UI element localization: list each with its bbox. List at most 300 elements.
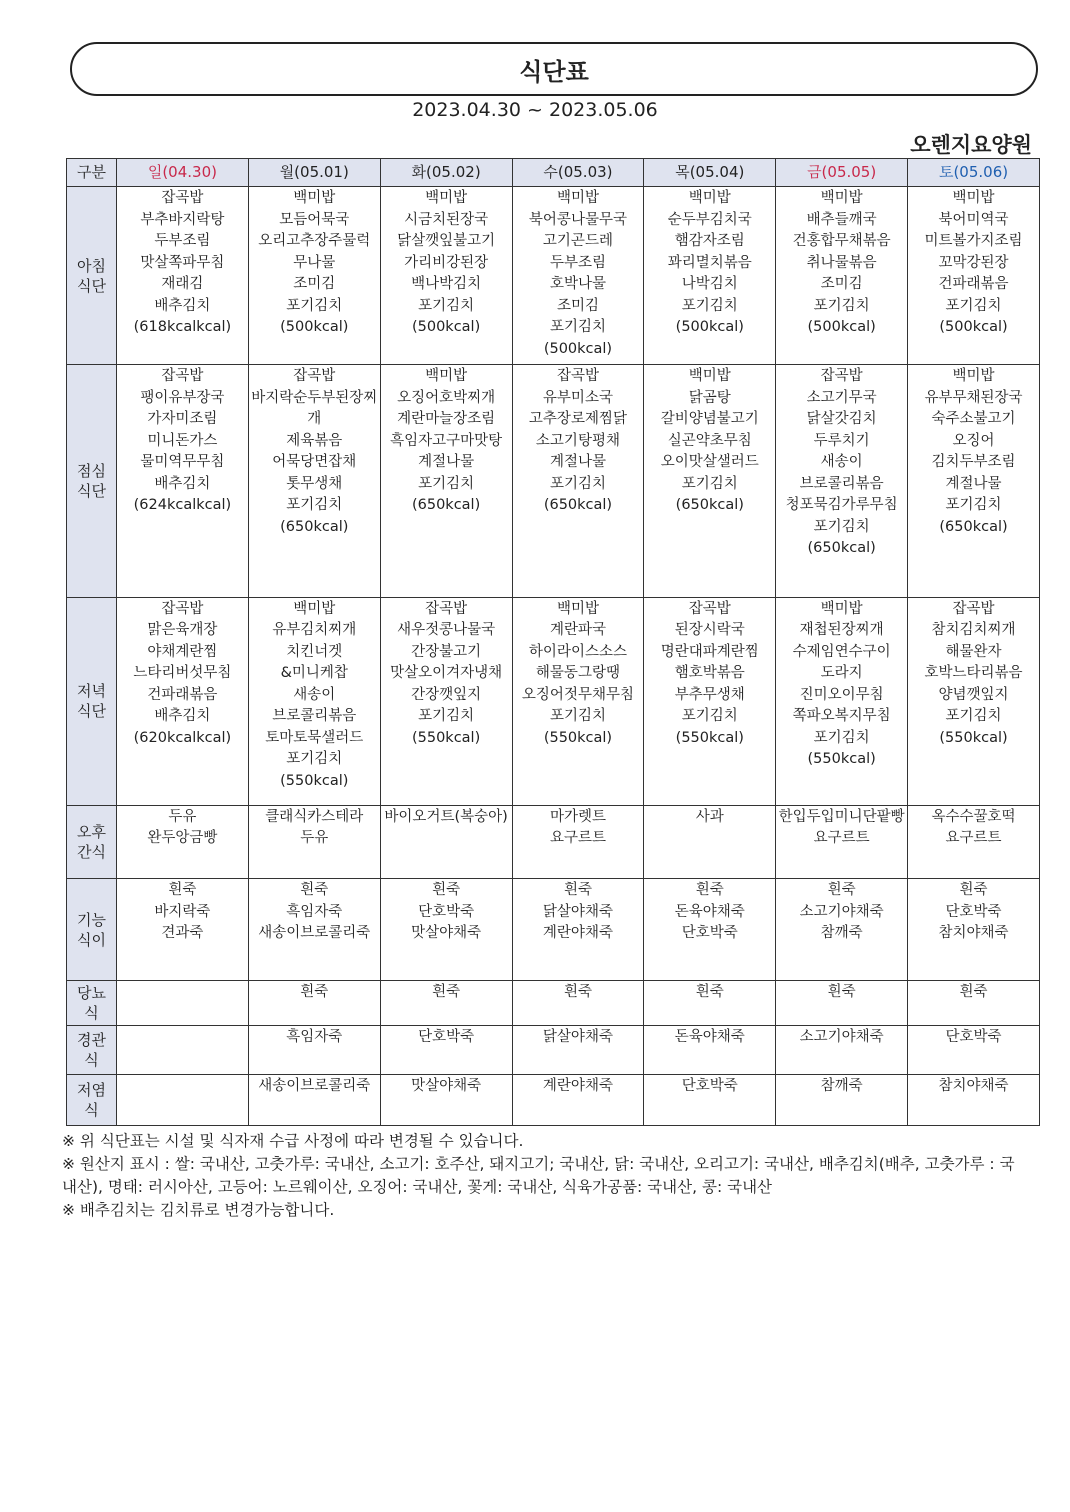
day-header: 월(05.01) [248, 159, 380, 187]
table-row-lunch [67, 365, 1040, 597]
menu-item: 조미김 [293, 276, 336, 292]
date-range: 2023.04.30 ~ 2023.05.06 [412, 99, 658, 121]
menu-item: 백미밥 [688, 368, 731, 385]
table-row-dinner [67, 597, 1040, 805]
menu-item: 취나물볶음 [806, 254, 877, 271]
menu-item: 간장불고기 [411, 643, 482, 660]
menu-item: 브로콜리볶음 [272, 708, 357, 725]
menu-item: (500kcal) [411, 319, 481, 335]
menu-item: 포기김치 [681, 475, 738, 492]
menu-item: 마가렛트 [549, 808, 606, 825]
menu-item: 김치두부조림 [931, 454, 1016, 471]
menu-item: 새우젓콩나물국 [397, 622, 496, 639]
row-label-diabetic-diet [67, 981, 117, 1026]
menu-item: 바이오거트(복숭아) [384, 808, 508, 825]
menu-item: (550kcal) [543, 729, 613, 746]
menu-item: (650kcal) [675, 497, 744, 514]
day-header: 금(05.05) [776, 159, 908, 187]
menu-item: 갈비양념불고기 [660, 411, 759, 428]
day-header: 일(04.30) [117, 159, 249, 187]
menu-cell [908, 981, 1040, 1026]
menu-cell [380, 981, 512, 1026]
menu-item: 부추무생채 [674, 686, 745, 703]
menu-cell [776, 187, 908, 365]
menu-item: 시금치된장국 [404, 211, 489, 228]
row-label-breakfast [67, 187, 117, 365]
menu-cell [512, 365, 644, 597]
menu-item: (650kcal) [543, 497, 613, 514]
menu-cell [644, 1075, 776, 1126]
corner-label: 구분 [67, 159, 117, 187]
menu-item: 잡곡밥 [688, 600, 731, 617]
menu-item: 흑임자고구마맛탕 [390, 432, 503, 449]
menu-item: 포기김치 [286, 751, 343, 768]
menu-item: 포기김치 [813, 518, 870, 535]
menu-item: 닭곰탕 [688, 389, 731, 406]
menu-item: 포기김치 [418, 297, 475, 314]
menu-item: 오이맛살샐러드 [660, 454, 759, 471]
row-label-line: 식단 [77, 702, 106, 721]
menu-item: 단호박죽 [945, 903, 1002, 920]
menu-item: 맑은육개장 [147, 622, 218, 639]
menu-item: 청포묵김가루무침 [785, 497, 898, 514]
menu-cell [908, 1026, 1040, 1075]
menu-item: 참치야채죽 [938, 1078, 1009, 1094]
menu-item: 새송이브로콜리죽 [258, 1078, 371, 1094]
menu-item: 숙주소불고기 [931, 411, 1016, 428]
row-label-dinner [67, 597, 117, 805]
menu-item: 물미역무무침 [140, 454, 225, 471]
menu-cell [248, 805, 380, 878]
menu-item: 나박김치 [681, 276, 738, 292]
menu-item: 흑임자죽 [286, 1029, 343, 1046]
note-line: ※ 위 식단표는 시설 및 식자재 수급 사정에 따라 변경될 수 있습니다. [62, 1132, 524, 1150]
menu-item: 잡곡밥 [425, 600, 468, 617]
menu-cell [248, 1075, 380, 1126]
menu-item: 북어콩나물무국 [528, 211, 627, 228]
menu-cell [512, 879, 644, 981]
menu-cell [776, 981, 908, 1026]
menu-item: 견과죽 [161, 925, 204, 942]
menu-item: 흑임자죽 [286, 903, 343, 920]
menu-cell [776, 1075, 908, 1126]
menu-item: (550kcal) [411, 729, 481, 746]
menu-item: 백미밥 [293, 600, 336, 617]
menu-item: 백미밥 [820, 190, 863, 206]
menu-cell [117, 981, 249, 1026]
menu-item: (500kcal) [280, 319, 349, 335]
menu-item: 계란야채죽 [542, 925, 613, 942]
menu-item: (624kcalkcal) [133, 497, 232, 514]
menu-cell [512, 805, 644, 878]
day-header: 수(05.03) [512, 159, 644, 187]
menu-item: 소고기야채죽 [799, 903, 884, 920]
menu-item: 느타리버섯무침 [133, 665, 232, 682]
menu-item: 흰죽 [300, 984, 329, 1001]
row-label-tube-feeding-diet [67, 1026, 117, 1075]
menu-cell [644, 1026, 776, 1075]
menu-item: 맛살야채죽 [411, 1078, 482, 1094]
row-label-line: 식 [84, 1051, 99, 1070]
menu-cell [117, 879, 249, 981]
menu-item: (550kcal) [675, 729, 744, 746]
menu-item: 재래김 [161, 276, 204, 292]
menu-item: 고추장로제찜닭 [528, 411, 627, 428]
menu-cell [248, 365, 380, 597]
menu-item: 맛살야채죽 [411, 925, 482, 942]
day-header: 화(05.02) [380, 159, 512, 187]
menu-item: 유부김치찌개 [272, 622, 357, 639]
menu-cell [644, 879, 776, 981]
note-line: ※ 배추김치는 김치류로 변경가능합니다. [62, 1201, 335, 1219]
menu-item: (650kcal) [280, 518, 349, 535]
menu-item: 포기김치 [418, 475, 475, 492]
menu-item: 돈육야채죽 [674, 903, 745, 920]
menu-cell [380, 365, 512, 597]
menu-item: 순두부김치국 [667, 211, 752, 228]
row-label-line: 경관 [77, 1031, 106, 1050]
menu-cell [248, 597, 380, 805]
menu-item: 실곤약초무침 [667, 432, 752, 449]
facility-name: 오렌지요양원 [910, 133, 1032, 157]
row-label-line: 저염 [77, 1081, 106, 1099]
menu-item: 고기곤드레 [542, 233, 613, 249]
menu-item: 참치김치찌개 [931, 622, 1016, 639]
menu-item: 돈육야채죽 [674, 1029, 745, 1046]
menu-item: 참치야채죽 [938, 925, 1009, 942]
menu-item: 잡곡밥 [952, 600, 995, 617]
menu-item: 계란야채죽 [542, 1078, 613, 1094]
menu-item: 백미밥 [952, 190, 995, 206]
menu-item: 클래식카스테라 [265, 808, 364, 825]
menu-cell [380, 1075, 512, 1126]
menu-item: 잡곡밥 [556, 368, 599, 385]
menu-item: 포기김치 [813, 297, 870, 314]
menu-item: 백미밥 [556, 600, 599, 617]
menu-cell [908, 1075, 1040, 1126]
menu-cell [644, 805, 776, 878]
menu-item: 포기김치 [286, 297, 343, 314]
menu-item: 해물완자 [945, 643, 1002, 660]
menu-item: 잡곡밥 [820, 368, 863, 385]
menu-item: 오징어 [952, 432, 995, 449]
menu-item: (618kcalkcal) [133, 319, 232, 335]
menu-item: 잡곡밥 [293, 368, 336, 385]
menu-item: 완두앙금빵 [147, 830, 218, 847]
menu-item: 배추김치 [154, 297, 211, 314]
menu-item: 흰죽 [168, 882, 197, 899]
menu-item: 백미밥 [425, 190, 468, 206]
row-label-line: 식단 [77, 482, 106, 501]
menu-item: 브로콜리볶음 [799, 475, 884, 492]
menu-item: 호박느타리볶음 [924, 665, 1023, 682]
menu-item: 모듬어묵국 [279, 211, 350, 228]
menu-cell [380, 1026, 512, 1075]
menu-item: 토마토묵샐러드 [265, 729, 364, 746]
menu-item: 새송이 [293, 686, 336, 703]
menu-item: 배추들깨국 [806, 211, 877, 228]
menu-item: (500kcal) [543, 340, 613, 357]
menu-item: 오징어젓무채무침 [521, 686, 634, 703]
row-label-line: 식 [84, 1004, 99, 1023]
menu-item: 배추김치 [154, 708, 211, 725]
menu-cell [117, 365, 249, 597]
menu-item: 요구르트 [549, 830, 606, 847]
menu-cell [117, 597, 249, 805]
menu-cell [512, 1075, 644, 1126]
menu-item: 명란대파계란찜 [660, 643, 759, 660]
menu-item: 간장깻잎지 [411, 686, 482, 703]
menu-item: 바지락순두부된장찌개 [251, 389, 378, 428]
menu-cell [380, 187, 512, 365]
menu-cell [776, 805, 908, 878]
menu-item: 참깨죽 [820, 925, 863, 942]
menu-item: 포기김치 [549, 319, 606, 335]
menu-item: 포기김치 [945, 297, 1002, 314]
menu-item: 백나박김치 [411, 276, 482, 292]
menu-item: 두유 [168, 808, 197, 825]
menu-item: 꽈리멸치볶음 [667, 254, 752, 271]
menu-item: 호박나물 [549, 276, 606, 292]
row-label-low-sodium-diet [67, 1075, 117, 1126]
menu-item: 흰죽 [827, 984, 856, 1001]
menu-item: 된장시락국 [674, 622, 745, 639]
menu-cell [248, 879, 380, 981]
menu-item: 단호박죽 [945, 1029, 1002, 1046]
meal-plan-table [66, 158, 1040, 1126]
row-label-line: 식 [84, 1101, 99, 1119]
menu-item: (500kcal) [675, 319, 744, 335]
menu-item: 포기김치 [945, 497, 1002, 514]
page-title: 식단표 [70, 42, 1038, 96]
menu-item: (650kcal) [807, 540, 876, 557]
menu-item: 톳무생채 [286, 475, 343, 492]
menu-item: 계절나물 [549, 454, 606, 471]
menu-cell [644, 981, 776, 1026]
menu-cell [776, 365, 908, 597]
row-label-line: 점심 [77, 462, 106, 481]
menu-item: 흰죽 [300, 882, 329, 899]
menu-cell [512, 187, 644, 365]
menu-item: 미니돈가스 [147, 432, 218, 449]
menu-item: 포기김치 [549, 475, 606, 492]
menu-item: 두루치기 [813, 432, 870, 449]
menu-item: 한입두입미니단팥빵 [778, 808, 905, 825]
menu-item: 백미밥 [952, 368, 995, 385]
menu-item: 단호박죽 [681, 925, 738, 942]
note-line: ※ 원산지 표시 : 쌀: 국내산, 고춧가루: 국내산, 소고기: 호주산, 돼지고기; 국내산, 닭: 국내산, 오리고기: 국내산, 배추김치(배추, 고춧가루 : 국내산), 명태: 러시아산, 고등어: 노르웨이산, 오징어: 국내산, 꽃게: 국내산, 식육가공품: 국내산, 콩: 국내산 [62, 1155, 1015, 1196]
menu-item: 흰죽 [695, 984, 724, 1001]
menu-item: 계절나물 [945, 475, 1002, 492]
menu-item: 건파래볶음 [147, 686, 218, 703]
table-row-diabetic-diet [67, 981, 1040, 1026]
menu-item: 하이라이스소스 [528, 643, 627, 660]
menu-item: 새송이브로콜리죽 [258, 925, 371, 942]
menu-item: 계란파국 [549, 622, 606, 639]
menu-item: 팽이유부장국 [140, 389, 225, 406]
row-label-functional-diet [67, 879, 117, 981]
row-label-lunch [67, 365, 117, 597]
menu-item: 닭살야채죽 [542, 903, 613, 920]
menu-cell [117, 805, 249, 878]
menu-cell [644, 597, 776, 805]
menu-item: 맛살쪽파무침 [140, 254, 225, 271]
menu-item: 오리고추장주물럭 [258, 233, 371, 249]
menu-item: 어묵당면잡채 [272, 454, 357, 471]
menu-item: 두유 [300, 830, 329, 847]
menu-item: 백미밥 [425, 368, 468, 385]
menu-item: 요구르트 [813, 830, 870, 847]
menu-item: 진미오이무침 [799, 686, 884, 703]
menu-cell [512, 1026, 644, 1075]
row-label-line: 아침 [77, 256, 106, 275]
day-header: 목(05.04) [644, 159, 776, 187]
row-label-line: 저녁 [77, 682, 106, 701]
menu-cell [248, 981, 380, 1026]
menu-item: 옥수수꿀호떡 [931, 808, 1016, 825]
menu-cell [908, 365, 1040, 597]
table-row-snack [67, 805, 1040, 878]
menu-cell [644, 365, 776, 597]
menu-item: 두부조림 [154, 233, 211, 249]
menu-item: 포기김치 [681, 708, 738, 725]
menu-item: 백미밥 [688, 190, 731, 206]
row-label-line: 당뇨 [77, 984, 106, 1003]
menu-item: 단호박죽 [418, 1029, 475, 1046]
menu-item: 꼬막강된장 [938, 254, 1009, 271]
menu-item: 무나물 [293, 254, 336, 271]
menu-item: 양념깻잎지 [938, 686, 1009, 703]
menu-item: 계란마늘장조림 [397, 411, 496, 428]
menu-item: 흰죽 [695, 882, 724, 899]
row-label-snack [67, 805, 117, 878]
menu-cell [776, 597, 908, 805]
menu-item: 햄감자조림 [674, 233, 745, 249]
menu-item: 흰죽 [827, 882, 856, 899]
menu-item: 바지락죽 [154, 903, 211, 920]
day-header: 토(05.06) [908, 159, 1040, 187]
menu-item: 소고기야채죽 [799, 1029, 884, 1046]
menu-item: 소고기탕평채 [535, 432, 620, 449]
menu-item: 해물동그랑땡 [535, 665, 620, 682]
menu-item: 유부무채된장국 [924, 389, 1023, 406]
menu-item: 계절나물 [418, 454, 475, 471]
menu-cell [776, 1026, 908, 1075]
menu-item: 흰죽 [563, 984, 592, 1001]
menu-item: (500kcal) [939, 319, 1008, 335]
menu-item: (650kcal) [411, 497, 481, 514]
menu-item: 쪽파오복지무침 [792, 708, 891, 725]
menu-item: 잡곡밥 [161, 600, 204, 617]
menu-cell [248, 1026, 380, 1075]
menu-item: 부추바지락탕 [140, 211, 225, 228]
menu-cell [380, 879, 512, 981]
menu-item: 참깨죽 [820, 1078, 863, 1094]
menu-item: 백미밥 [556, 190, 599, 206]
menu-item: 건파래볶음 [938, 276, 1009, 292]
menu-item: 단호박죽 [418, 903, 475, 920]
menu-cell [908, 879, 1040, 981]
menu-item: 포기김치 [549, 708, 606, 725]
menu-item: 흰죽 [432, 882, 461, 899]
menu-item: 조미김 [820, 276, 863, 292]
menu-item: 두부조림 [549, 254, 606, 271]
table-row-functional-diet [67, 879, 1040, 981]
table-row-low-sodium-diet [67, 1075, 1040, 1126]
menu-item: 잡곡밥 [161, 368, 204, 385]
menu-item: (620kcalkcal) [133, 729, 232, 746]
menu-item: 요구르트 [945, 830, 1002, 847]
menu-cell [380, 597, 512, 805]
menu-item: 흰죽 [959, 984, 988, 1001]
table-row-breakfast [67, 187, 1040, 365]
menu-item: 사과 [695, 808, 724, 825]
menu-item: 포기김치 [813, 729, 870, 746]
menu-item: 백미밥 [820, 600, 863, 617]
menu-item: 건홍합무채볶음 [792, 233, 891, 249]
menu-item: 유부미소국 [542, 389, 613, 406]
menu-item: 포기김치 [286, 497, 343, 514]
row-label-line: 기능 [77, 910, 106, 929]
menu-item: 새송이 [820, 454, 863, 471]
menu-cell [512, 597, 644, 805]
menu-item: 단호박죽 [681, 1078, 738, 1094]
menu-item: 포기김치 [945, 708, 1002, 725]
menu-item: 흰죽 [432, 984, 461, 1001]
menu-item: 미트볼가지조림 [924, 233, 1023, 249]
menu-item: 잡곡밥 [161, 190, 204, 206]
menu-item: 치킨너겟 [286, 643, 343, 660]
menu-item: 흰죽 [959, 882, 988, 899]
menu-item: 오징어호박찌개 [397, 389, 496, 406]
menu-item: 햄호박볶음 [674, 665, 745, 682]
menu-item: 흰죽 [563, 882, 592, 899]
row-label-line: 오후 [77, 823, 106, 842]
menu-cell [512, 981, 644, 1026]
menu-cell [117, 1075, 249, 1126]
menu-item: 수제임연수구이 [792, 643, 891, 660]
menu-item: 맛살오이겨자냉채 [390, 665, 503, 682]
menu-cell [908, 187, 1040, 365]
menu-item: (550kcal) [807, 751, 876, 768]
menu-cell [380, 805, 512, 878]
menu-item: 닭살야채죽 [542, 1029, 613, 1046]
menu-cell [908, 597, 1040, 805]
menu-item: (550kcal) [939, 729, 1008, 746]
menu-item: 백미밥 [293, 190, 336, 206]
menu-cell [644, 187, 776, 365]
menu-item: 도라지 [820, 665, 863, 682]
menu-item: 제육볶음 [286, 432, 343, 449]
row-label-line: 간식 [77, 843, 106, 862]
menu-item: 재첩된장찌개 [799, 622, 884, 639]
menu-item: (650kcal) [939, 518, 1008, 535]
menu-item: 가자미조림 [147, 411, 218, 428]
menu-cell [117, 187, 249, 365]
row-label-line: 식이 [77, 930, 106, 949]
menu-cell [117, 1026, 249, 1075]
row-label-line: 식단 [77, 276, 106, 295]
menu-item: 가리비강된장 [404, 254, 489, 271]
notes [62, 1130, 1022, 1222]
table-header-row [67, 159, 1040, 187]
menu-cell [908, 805, 1040, 878]
menu-item: 닭살깻잎불고기 [397, 233, 496, 249]
menu-item: 배추김치 [154, 475, 211, 492]
menu-item: &미니케찹 [280, 665, 348, 682]
menu-item: 닭살갓김치 [806, 411, 877, 428]
menu-item: 북어미역국 [938, 211, 1009, 228]
